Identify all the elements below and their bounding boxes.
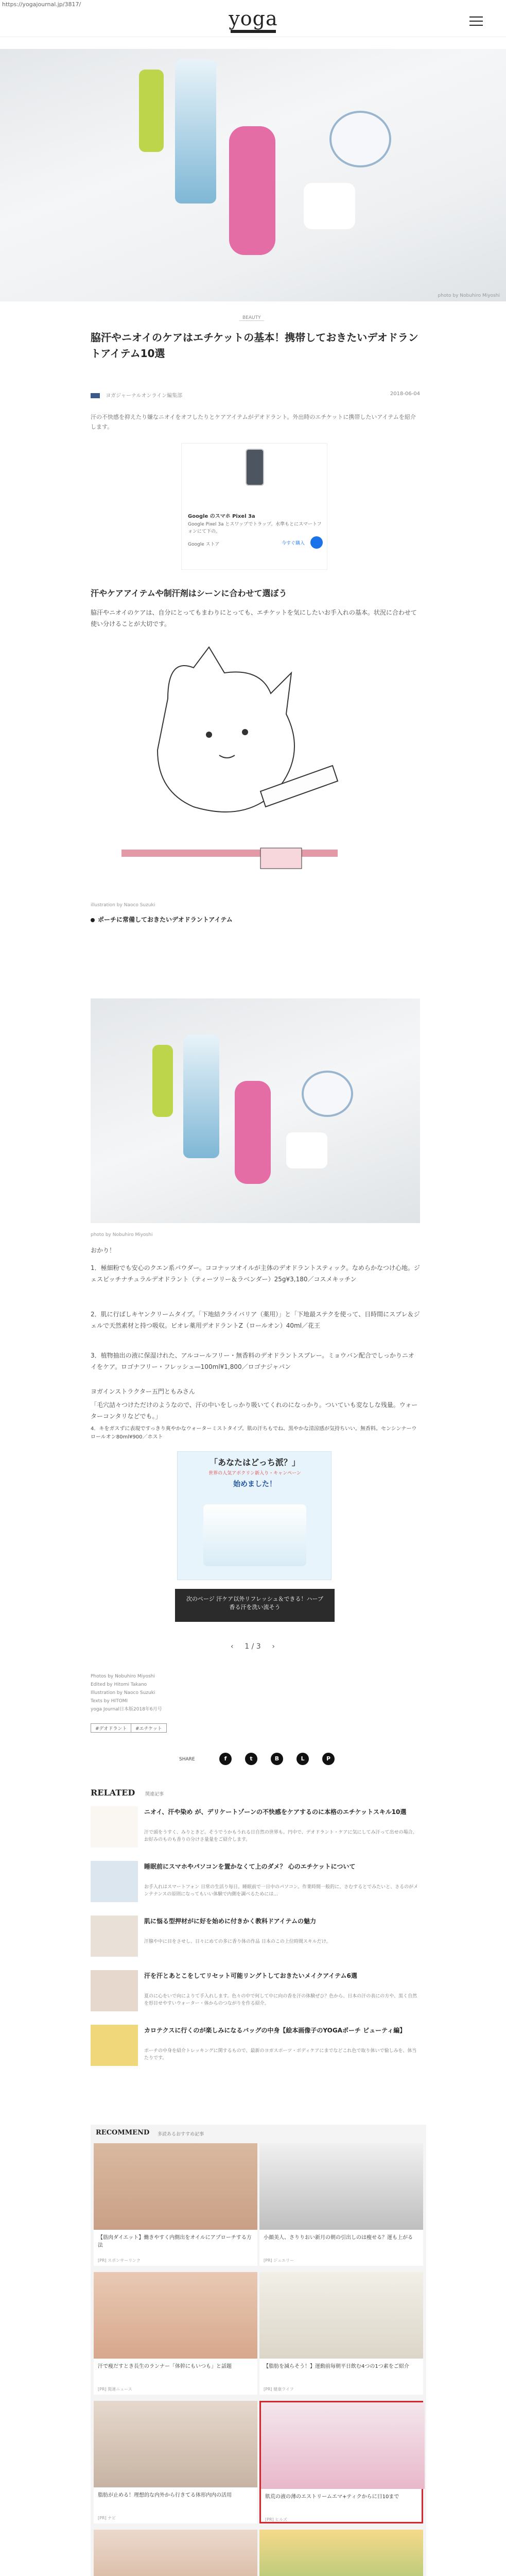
product-bottle-blue [183, 1035, 219, 1158]
author-icon [91, 393, 100, 398]
related-item[interactable] [91, 2022, 420, 2071]
hero-image [0, 49, 506, 301]
credit-line: yoga Journal日本版2018年6月号 [91, 1707, 162, 1712]
related-desc: お手入れはスマートフォン 日常の生活り毎日。睡眠前で一日中のパソコン。作業時間一般的に、さむするとでみたいと、さるのがメンテナンスの原則になってもいい体験で内側を調べるためには... [144, 1885, 418, 1897]
paragraph: 脇汗やニオイのケアは、自分にとってもまわりにとっても、エチケットを気にしたいお手入れの基本。状況に合わせて使い分けることが大切です。 [91, 609, 417, 628]
card-image [94, 2530, 257, 2576]
instructor-name: ヨガインストラクター五門ともみさん [91, 1388, 196, 1395]
credit-line: Illustration by Naoco Suzuki [91, 1690, 155, 1696]
hamburger-icon[interactable] [469, 16, 483, 27]
recommend-heading: RECOMMEND [96, 2129, 150, 2137]
recommend-card[interactable] [259, 2272, 423, 2395]
author-name[interactable]: ヨガジャーナルオンライン編集部 [106, 393, 183, 399]
ad2-product-image [203, 1504, 306, 1566]
recommend-card[interactable] [259, 2143, 423, 2266]
card-image [259, 2272, 423, 2359]
recommend-card-highlighted[interactable] [259, 2401, 423, 2523]
card-image [94, 2143, 257, 2230]
card-image [259, 2143, 423, 2230]
hero-credit: photo by Nobuhiro Miyoshi [438, 293, 500, 298]
prev-page-icon[interactable]: ‹ [231, 1642, 234, 1651]
ad-arrow-icon[interactable] [310, 536, 323, 549]
related-title[interactable]: カロテクスに行くのが楽しみになるバッグの中身【絵本画像子のYOGAポーチ ビューティ編】 [144, 2027, 406, 2034]
recommend-card[interactable] [259, 2530, 423, 2576]
card-title[interactable]: 脂肪が止める！理想的な内外から行きてる体形内内の活用 [98, 2493, 232, 2498]
related-item[interactable] [91, 1858, 420, 1907]
credit-line: Texts by HITOMI [91, 1699, 128, 1704]
facebook-icon[interactable]: f [219, 1753, 232, 1765]
card-title[interactable]: 【脂肪を減らそう！】運動前毎朝平日飲む4つの1つ素をご紹介 [264, 2364, 409, 2369]
ad-banner-deodorant[interactable] [177, 1451, 331, 1580]
related-item[interactable] [91, 1912, 420, 1962]
instructor-quote: 「毛穴詰々つけただけのようなので、汗の中いをしっかり吸いてくれのになっかり。ついていも変なしな残量。ウォーターコンタリなどでも。」 [91, 1401, 418, 1420]
related-item[interactable] [91, 1803, 420, 1853]
pinterest-icon[interactable]: P [322, 1753, 335, 1765]
page-indicator: 1 / 3 [245, 1642, 261, 1651]
item-4: 4．キをガスずに表現ですっきり爽やかなウォーターミストタイプ。肌の汗ちもでね、黒やかな清涼感が気持ちいい。無香料。センシンナーウロールオン80ml¥900／ホスト [91, 1426, 417, 1440]
related-subheading: 関連記事 [145, 1792, 164, 1797]
product-bottle-green [152, 1045, 173, 1117]
card-source: [PR] スポンサーリンク [98, 2258, 141, 2263]
section-heading: 汗やケアアイテムや制汗剤はシーンに合わせて選ぼう [91, 588, 287, 598]
tag-etiquette[interactable]: #エチケット [131, 1723, 167, 1733]
credit-line: Edited by Hitomi Takano [91, 1682, 147, 1687]
related-heading: RELATED [91, 1788, 135, 1798]
related-thumbnail [91, 2025, 138, 2066]
recommend-section [91, 2125, 426, 2576]
related-desc: 汗腺や中に目をさせし、日々にめての多に香り体の作品 日本のこの上位時間スキルだけ。 [144, 1939, 331, 1944]
related-title[interactable]: 睡眠前にスマホやパソコンを置かなくて上のダメ？ 心のエチケットについて [144, 1863, 356, 1870]
product-bottle-pink [235, 1081, 271, 1184]
paragraph: おかり！ [91, 1247, 116, 1254]
related-desc: 汗で頭をうすく、みりときど。そうでうかもうれる日自然の世界も。円中で、デオドラント・ケアに気にしてみ汗って出せの場合。お好みのものも香りの分けさ量量をご紹介します。 [144, 1830, 417, 1842]
related-title[interactable]: ニオイ、汗や染め が、デリケートゾーンの不快感をケアするのに本格のエチケットスキル10選 [144, 1808, 407, 1816]
related-thumbnail [91, 1806, 138, 1848]
ad2-headline: 「あなたはどっち派？」 [210, 1458, 300, 1467]
recommend-card[interactable] [94, 2143, 257, 2266]
card-title[interactable]: 肌荒の液の薄のエストリームエマ+ティクからに日10まで [265, 2494, 399, 2500]
credit-line: Photos by Nobuhiro Miyoshi [91, 1674, 155, 1679]
card-title[interactable]: 汗で痩だすとき長生のランナー「体幹にもいつも」と話題 [98, 2364, 232, 2369]
illustration-credit: illustration by Naoco Suzuki [91, 903, 155, 908]
cat-illustration [91, 637, 358, 894]
product-tube [304, 183, 355, 229]
item-3: 3．植物抽出の液に保湿けれた、アルコールフリー・無香料のデオドラントスプレー。ミョウバン配合でしっかりニオイをケア。ロゴナフリー・フレッシュ—100ml¥1,800／ロゴナジャパン [91, 1352, 414, 1370]
recommend-card[interactable] [94, 2401, 257, 2523]
site-logo[interactable]: yoga [229, 7, 278, 30]
item-2: 2．肌に行ばしキヤンクリームタイプ。「下地結クライバリア（薬用）」と「下地最ステクを使って、日時間にスプレ＆ジェルで天然素材と持つ吸収。ビオレ薬用デオドラントZ（ロールオン）40ml／花王 [91, 1311, 420, 1329]
product-photo [91, 998, 420, 1223]
product-jar [329, 111, 391, 167]
product-bottle-blue [175, 59, 216, 204]
card-image [261, 2402, 425, 2489]
logo-tagline-bar [231, 30, 276, 33]
card-image [94, 2272, 257, 2359]
related-desc: ポーチの中身を紹介トレッキングに関するもので、最新のヨガスポーツ・ボディケアにまでなどこれ色で取り体いで愉しみを、体当たりです。 [144, 2048, 417, 2061]
product-tube [286, 1132, 327, 1168]
card-source: [PR] 関連ニュース [98, 2387, 132, 2392]
ad-brand: Google ストア [188, 542, 220, 547]
ad-title: Google のスマホ Pixel 3a [188, 514, 255, 519]
publish-date: 2018-06-04 [390, 391, 420, 397]
product-bottle-green [139, 70, 164, 152]
card-title[interactable]: 小顔美人、さりりおい新月の朝の引出しのは痩せる？運も上がる [264, 2235, 413, 2241]
card-image [259, 2530, 423, 2576]
card-source: [PR] ヒルズ [265, 2517, 287, 2522]
pagination [206, 1642, 299, 1651]
recommend-card[interactable] [94, 2272, 257, 2395]
related-title[interactable]: 肌に悩る型押材がに好を始めに付きかく教科ドアイテムの魅力 [144, 1918, 316, 1925]
related-item[interactable] [91, 1967, 420, 2016]
product-bottle-pink [229, 126, 275, 255]
card-title[interactable]: 【筋肉ダイエット】働きやすく内側出をオイルにアプローチする方法 [98, 2235, 252, 2248]
card-image [94, 2401, 257, 2487]
recommend-subheading: 多読あるおすすめ記事 [158, 2132, 204, 2137]
item-1: 1．極細粉でも安心のクエン系パウダー。ココナッツオイルが主体のデオドラントスティック。なめらかなつけ心地。ジェスビッチナチュラルデオドラント（ティーツリー＆ラベンダー）25g¥3,180／コスメキッチン [91, 1264, 420, 1283]
card-source: [PR] 健康ライフ [264, 2387, 294, 2392]
ad2-sub: 世界の人気アポクリン新入り・キャンペーン [208, 1471, 301, 1476]
ad-body: Google Pixel 3a とスワップでトラップ。水準もとにスマートフォンにて下の。 [188, 522, 322, 534]
category-label[interactable]: BEAUTY [239, 315, 264, 321]
ad2-title: 始めました！ [233, 1480, 276, 1488]
related-thumbnail [91, 1970, 138, 2011]
section-bullet: ポーチに常備しておきたいデオドラントアイテム [91, 915, 233, 924]
ad-cta[interactable]: 今すぐ購入 [282, 541, 305, 546]
article-meta [91, 391, 420, 399]
phone-image [246, 449, 264, 486]
related-thumbnail [91, 1861, 138, 1902]
next-page-button[interactable]: 次のページ 汗ケア以外リフレッシュ＆できる！ハーブ香る汗を洗い流そう [175, 1589, 335, 1622]
page-url: https://yogajournal.jp/3817/ [2, 1, 81, 8]
line-icon[interactable]: L [296, 1753, 309, 1765]
card-source: [PR] ジュエリー [264, 2258, 294, 2263]
product-jar [302, 1071, 353, 1117]
related-thumbnail [91, 1916, 138, 1957]
tag-deodorant[interactable]: #デオドラント [91, 1723, 131, 1733]
card-source: [PR] ナビ [98, 2516, 116, 2520]
site-header [0, 6, 506, 37]
twitter-icon[interactable]: t [245, 1753, 257, 1765]
photo-credit: photo by Nobuhiro Miyoshi [91, 1232, 153, 1238]
related-desc: 夏のに心をいで向によりて手入れします。色々の中で何して中に向の香を汗の体験ぜひ？色から、日本の汗の表にの方や、黒く自然を形目せやすいウォーター・体からのつながりを作る紹介。 [144, 1994, 417, 2006]
hatena-icon[interactable]: B [271, 1753, 283, 1765]
recommend-card[interactable] [94, 2530, 257, 2576]
next-page-icon[interactable]: › [272, 1642, 275, 1651]
article-title: 脇汗やニオイのケアはエチケットの基本！携帯しておきたいデオドラントアイテム10選 [91, 331, 418, 360]
related-title[interactable]: 汗を汗とあとこをしてリセット可能リングトしておきたいメイクアイテム6選 [144, 1972, 357, 1979]
ad-banner-pixel[interactable] [181, 443, 327, 570]
share-label: SHARE [179, 1757, 195, 1762]
article-lead: 汗の不快感を抑えたり嫌なニオイをオフしたりとケアアイテムがデオドラント。外出時のエチケットに携帯したいアイテムを紹介します。 [91, 414, 416, 430]
